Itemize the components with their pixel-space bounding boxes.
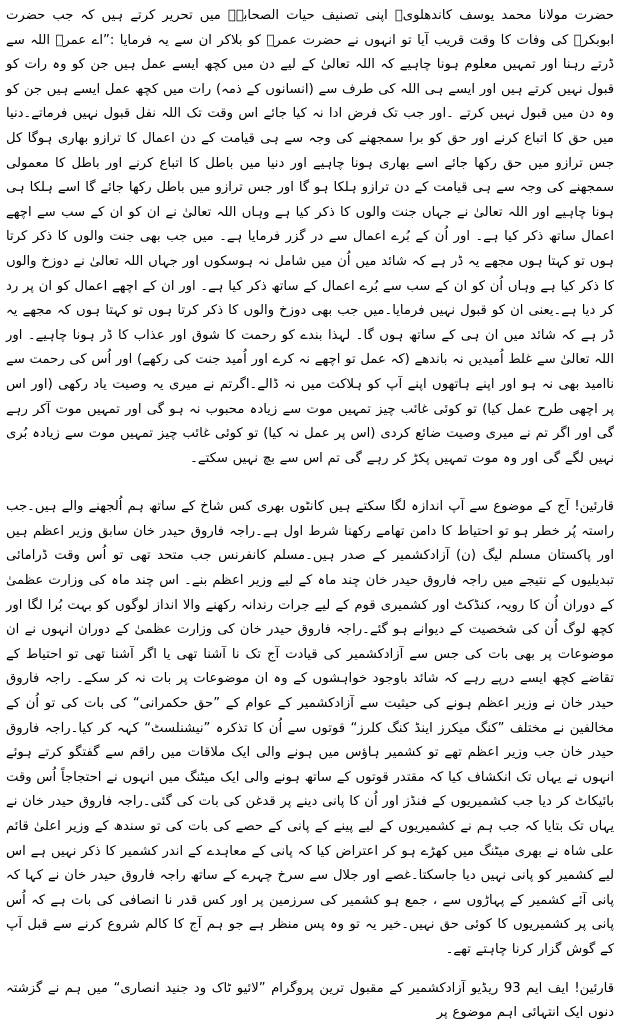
- article-paragraph-2: قارئین! آج کے موضوع سے آپ اندازہ لگا سکتے ہیں کانٹوں بھری کس شاخ کے ساتھ ہم اُلجھنے والے ہیں۔جب راستہ پُر خطر ہو تو احتیاط کا دامن تھامے رکھنا شرط اول ہے۔راجہ فاروق حیدر خان سابق وزیر اعظم ہیں اور پاکستان مسلم لیگ (ن) آزادکشمیر کے صدر ہیں۔مسلم کانفرنس جب متحد تھی تو اُس وقت ڈرامائی تبدیلیوں کے نتیجے میں راجہ فاروق حیدر خان چند ماہ کے لیے وزیر اعظم بنے۔ اس چند ماہ کی وزارت عظمیٰ کے دوران اُن کا رویہ، کنڈکٹ اور کشمیری قوم کے لیے جرات رندانہ رکھنے والا انداز لوگوں کو بہت بُرا لگا اور کچھ لوگ اُن کی شخصیت کے دیوانے ہو گئے۔راجہ فاروق حیدر خان کی وزارت عظمیٰ کے دوران انہوں نے ان موضوعات پر بھی بات کی جس سے آزادکشمیر کی قیادت آج تک نا آشنا تھی یا اگر آشنا تھی تو احتیاط کے تقاضے کچھ ایسے درپے رہے کہ شائد باوجود خواہشوں کے وہ ان موضوعات پر بات نہ کر سکے۔ راجہ فاروق حیدر خان نے وزیر اعظم ہونے کی حیثیت سے آزادکشمیر کے عوام کے ”حق حکمرانی“ کی بات کی تو اُن کے مخالفین نے مختلف ”کنگ میکرز اینڈ کنگ کلرز“ قوتوں سے اُن کا تذکرہ ”نیشنلسٹ“ کہہ کر کیا۔راجہ فاروق حیدر خان جب وزیر اعظم تھے تو کشمیر ہاؤس میں ہونے والی ایک ملاقات میں راقم سے گفتگو کرتے ہوئے انہوں نے یہاں تک انکشاف کیا کہ مقتدر قوتوں کے ساتھ ہونے والی ایک میٹنگ میں انہوں نے احتجاجاً اُس وقت بائیکاٹ کر دیا جب کشمیریوں کے فنڈز اور اُن کا پانی دینے پر قدغن کی بات کی گئی۔راجہ فاروق حیدر خان نے یہاں تک بتایا کہ جب ہم نے کشمیریوں کے لیے پینے کے پانی کے حصے کی بات کی تو سندھ کے وزیر اعلیٰ قائم علی شاہ نے بھری میٹنگ میں کھڑے ہو کر اعتراض کیا کہ پانی کے معاہدے کے اندر کشمیر کا ذکر نہیں ہے اس لیے کشمیر کو پانی نہیں دیا جاسکتا۔غصے اور جلال سے سرخ چہرے کے ساتھ راجہ فاروق حیدر خان نے کہا کہ پانی آئے کشمیر کے پہاڑوں سے ، جمع ہو کشمیر کی سرزمین پر اور کس قدر نا انصافی کی بات ہے کہ اُس پانی پر کشمیریوں کا کوئی حق نہیں۔خیر یہ تو وہ پس منظر ہے جو ہم آج کا کالم شروع کرنے سے قبل آپ کے گوش گزار کرنا چاہتے تھے۔: [6, 499, 614, 957]
- article-paragraph-3: قارئین! ایف ایم 93 ریڈیو آزادکشمیر کے مقبول ترین پروگرام ”لائیو ٹاک ود جنید انصاری“ میں ہم نے گزشتہ دنوں ایک انتہائی اہم موضوع پر: [6, 980, 614, 1021]
- article-paragraph-1: حضرت مولانا محمد یوسف کاندھلویؒ اپنی تصنیف حیات الصحابہؓ میں تحریر کرتے ہیں کہ جب حضرت ابوبکرؓ کی وفات کا وقت قریب آیا تو انہوں نے حضرت عمرؓ کو بلاکر ان سے یہ فرمایا :”اے عمرؓ اللہ سے ڈرتے رہنا اور تمہیں معلوم ہونا چاہیے کہ اللہ تعالیٰ کے لیے دن میں کچھ ایسے عمل ہیں جن کو وہ رات کو قبول نہیں کرتے ہیں اور ایسے ہی اللہ کی طرف سے (انسانوں کے ذمہ) رات میں کچھ عمل ایسے ہیں جن کو وہ دن میں قبول نہیں کرتے ۔اور جب تک فرض ادا نہ کیا جائے اس وقت تک اللہ نفل قبول نہیں فرماتے۔دنیا میں حق کا اتباع کرنے اور حق کو برا سمجھنے کی وجہ سے ہی قیامت کے دن اعمال کا ترازو بھاری ہوگا کل جس ترازو میں حق رکھا جائے اسے بھاری ہونا چاہیے اور دنیا میں باطل کا اتباع کرنے اور باطل کا معمولی سمجھنے کی وجہ سے ہی قیامت کے دن ترازو ہلکا ہو گا اور جس ترازو میں باطل رکھا جائے گا اسے ہلکا ہی ہونا چاہیے اور اللہ تعالیٰ نے جہاں جنت والوں کا ذکر کیا ہے وہاں اللہ تعالیٰ نے ان کو ان کے سب سے اچھے اعمال ساتھ ذکر کیا ہے۔ اور اُن کے بُرے اعمال سے در گزر فرمایا ہے۔ میں جب بھی جنت والوں کا ذکر کرتا ہوں تو کہتا ہوں مجھے یہ ڈر ہے کہ شائد میں اُن میں شامل نہ ہوسکوں اور جہاں اللہ تعالیٰ نے دوزخ والوں کا ذکر کیا ہے وہاں اُن کو ان کے سب سے بُرے اعمال کے ساتھ ذکر کیا ہے۔ اور ان کے اچھے اعمال کو ان پر رد کر دیا ہے۔یعنی ان کو قبول نہیں فرمایا۔میں جب بھی دوزخ والوں کا ذکر کرتا ہوں تو کہتا ہوں کہ مجھے یہ ڈر ہے کہ شائد میں ان ہی کے ساتھ ہوں گا۔ لہذا بندے کو رحمت کا شوق اور عذاب کا ڈر ہونا چاہیے۔ اور اللہ تعالیٰ سے غلط اُمیدیں نہ باندھے (کہ عمل تو اچھے نہ کرے اور اُمید جنت کی رکھے) اور اُس کی رحمت سے ناامید بھی نہ ہو اور اپنے ہاتھوں اپنے آپ کو ہلاکت میں نہ ڈالے۔اگرتم نے میری یہ وصیت یاد رکھی (اور اس پر اچھی طرح عمل کیا) تو کوئی غائب چیز تمہیں موت سے زیادہ محبوب نہ ہو گی اور تمہیں موت آکر رہے گی اور اگر تم نے میری وصیت ضائع کردی (اس پر عمل نہ کیا) تو کوئی غائب چیز تمہیں موت سے زیادہ بُری نہیں لگے گی اور وہ موت تمہیں پکڑ کر رہے گی تم اس سے بچ نہیں سکتے۔: [6, 8, 614, 466]
